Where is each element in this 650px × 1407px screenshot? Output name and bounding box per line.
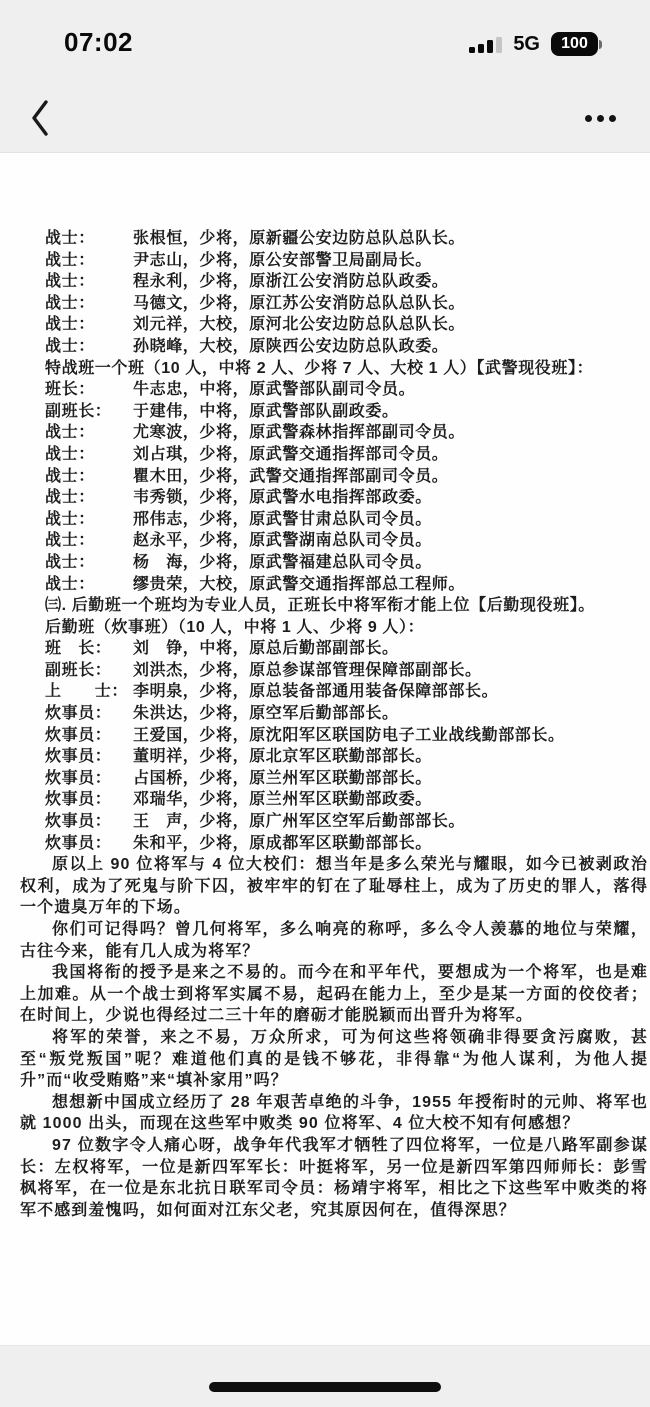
roster-role-label: 战士： (45, 489, 95, 507)
network-type-label: 5G (513, 32, 540, 55)
more-options-button[interactable] (578, 103, 622, 133)
roster-entry-text: 刘占琪，少将，原武警交通指挥部司令员。 (133, 445, 449, 463)
back-chevron-icon (30, 99, 50, 137)
roster-line (20, 422, 648, 444)
roster-line (20, 336, 648, 358)
roster-line (20, 746, 648, 768)
roster-role-label: 上 士： (45, 683, 129, 701)
roster-list (20, 228, 648, 854)
roster-role-label: 战士： (45, 553, 95, 571)
roster-entry-text: 孙晓峰，大校，原陕西公安边防总队政委。 (133, 337, 449, 355)
roster-line (20, 379, 648, 401)
roster-line (20, 595, 648, 617)
roster-line (20, 487, 648, 509)
roster-entry-text: 特战班一个班（10 人，中将 2 人、少将 7 人、大校 1 人）【武警现役班】： (45, 359, 594, 377)
roster-entry-text: 邓瑞华，少将，原兰州军区联勤部政委。 (133, 791, 432, 809)
paragraph: 你们可记得吗？曾几何将军，多么响亮的称呼，多么令人羡慕的地位与荣耀，古往今来，能有几人成为将军？ (20, 921, 648, 960)
paragraph: 将军的荣誉，来之不易，万众所求，可为何这些将领确非得要贪污腐败，甚至“叛党叛国”呢？难道他们真的是钱不够花，非得靠“为他人谋利，为他人提升”而“收受贿赂”来“填补家用”吗？ (20, 1028, 648, 1090)
back-button[interactable] (20, 96, 60, 140)
roster-entry-text: ㈢. 后勤班一个班均为专业人员，正班长中将军衔才能上位【后勤现役班】。 (45, 597, 595, 615)
roster-role-label: 战士： (45, 532, 95, 550)
roster-entry-text: 董明祥，少将，原北京军区联勤部部长。 (133, 748, 432, 766)
roster-line (20, 660, 648, 682)
roster-entry-text: 牛志忠，中将，原武警部队副司令员。 (133, 381, 416, 399)
roster-entry-text: 刘洪杰，少将，原总参谋部管理保障部副部长。 (133, 661, 482, 679)
roster-line (20, 530, 648, 552)
paragraph: 原以上 90 位将军与 4 位大校们：想当年是多么荣光与耀眼，如今已被剥政治权利，成为了死鬼与阶下囚，被牢牢的钉在了耻辱柱上，成为了历史的罪人，落得一个遗臭万年的下场。 (20, 856, 648, 917)
roster-entry-text: 朱洪达，少将，原空军后勤部部长。 (133, 705, 399, 723)
roster-role-label: 战士： (45, 467, 95, 485)
paragraph: 97 位数字令人痛心呀，战争年代我军才牺牲了四位将军，一位是八路军副参谋长：左权将军，一位是新四军军长：叶挺将军，另一位是新四军第四师师长：彭雪枫将军，在一位是东北抗日联军司令员：杨靖宇将军，相比之下这些军中败类的将军不感到羞愧吗，如何面对江东父老，究其原因何在，值得深思？ (20, 1136, 648, 1219)
roster-role-label: 战士： (45, 230, 95, 247)
roster-entry-text: 杨 海，少将，原武警福建总队司令员。 (133, 553, 432, 571)
paragraph-block (20, 854, 648, 1221)
roster-entry-text: 程永利，少将，原浙江公安消防总队政委。 (133, 273, 449, 291)
roster-line (20, 789, 648, 811)
roster-entry-text: 马德文，少将，原江苏公安消防总队总队长。 (133, 294, 466, 312)
roster-line (20, 681, 648, 703)
roster-line (20, 617, 648, 639)
paragraph: 我国将衔的授予是来之不易的。而今在和平年代，要想成为一个将军，也是难上加难。从一个战士到将军实属不易，起码在能力上，至少是某一方面的佼佼者；在时间上，少说也得经过二三十年的磨砺才能脱颖而出晋升为将军。 (20, 964, 648, 1025)
roster-line (20, 833, 648, 855)
roster-entry-text: 于建伟，中将，原武警部队副政委。 (133, 402, 399, 420)
roster-role-label: 班长： (45, 381, 95, 399)
roster-role-label: 战士： (45, 575, 95, 593)
roster-entry-text: 尹志山，少将，原公安部警卫局副局长。 (133, 251, 432, 269)
roster-role-label: 战士： (45, 445, 95, 463)
roster-role-label: 炊事员： (45, 769, 112, 787)
battery-percent: 100 (551, 32, 598, 56)
roster-role-label: 炊事员： (45, 705, 112, 723)
roster-entry-text: 邢伟志，少将，原武警甘肃总队司令员。 (133, 510, 432, 528)
roster-role-label: 炊事员： (45, 813, 112, 831)
status-right-cluster (469, 31, 602, 57)
roster-role-label: 战士： (45, 251, 95, 269)
status-time: 07:02 (64, 27, 133, 57)
home-indicator[interactable] (209, 1382, 441, 1392)
roster-role-label: 班 长： (45, 640, 112, 658)
roster-entry-text: 占国桥，少将，原兰州军区联勤部部长。 (133, 769, 432, 787)
roster-line (20, 703, 648, 725)
roster-entry-text: 朱和平，少将，原成都军区联勤部部长。 (133, 834, 432, 852)
roster-line (20, 552, 648, 574)
roster-line (20, 271, 648, 293)
roster-line (20, 358, 648, 380)
roster-line (20, 725, 648, 747)
roster-line (20, 314, 648, 336)
roster-entry-text: 张根恒，少将，原新疆公安边防总队总队长。 (133, 230, 466, 247)
roster-role-label: 炊事员： (45, 748, 112, 766)
roster-role-label: 战士： (45, 337, 95, 355)
roster-entry-text: 赵永平，少将，原武警湖南总队司令员。 (133, 532, 432, 550)
roster-entry-text: 瞿木田，少将，武警交通指挥部副司令员。 (133, 467, 449, 485)
roster-entry-text: 后勤班（炊事班）（10 人，中将 1 人、少将 9 人）： (45, 618, 425, 636)
roster-entry-text: 刘 铮，中将，原总后勤部副部长。 (133, 640, 399, 658)
roster-line (20, 509, 648, 531)
roster-line (20, 401, 648, 423)
roster-role-label: 炊事员： (45, 726, 112, 744)
ellipsis-icon (585, 115, 592, 122)
roster-line (20, 768, 648, 790)
roster-line (20, 444, 648, 466)
battery-nub (599, 40, 602, 49)
roster-role-label: 战士： (45, 424, 95, 442)
roster-line (20, 466, 648, 488)
bottom-bar (0, 1345, 650, 1407)
signal-strength-icon (469, 36, 502, 53)
roster-entry-text: 刘元祥，大校，原河北公安边防总队总队长。 (133, 316, 466, 334)
roster-role-label: 副班长： (45, 661, 112, 679)
roster-entry-text: 王 声，少将，原广州军区空军后勤部部长。 (133, 813, 466, 831)
roster-line (20, 228, 648, 250)
roster-role-label: 战士： (45, 316, 95, 334)
roster-role-label: 炊事员： (45, 834, 112, 852)
roster-line (20, 574, 648, 596)
roster-role-label: 战士： (45, 294, 95, 312)
roster-entry-text: 缪贵荣，大校，原武警交通指挥部总工程师。 (133, 575, 466, 593)
roster-role-label: 副班长： (45, 402, 112, 420)
document-page[interactable] (0, 153, 650, 1345)
roster-role-label: 战士： (45, 510, 95, 528)
battery-icon (551, 32, 602, 56)
document-text (20, 228, 648, 1221)
roster-entry-text: 李明泉，少将，原总装备部通用装备保障部部长。 (133, 683, 499, 701)
roster-entry-text: 韦秀锁，少将，原武警水电指挥部政委。 (133, 489, 432, 507)
roster-entry-text: 王爱国，少将，原沈阳军区联国防电子工业战线勤部部长。 (133, 726, 565, 744)
roster-line (20, 638, 648, 660)
roster-role-label: 战士： (45, 273, 95, 291)
top-chrome (0, 0, 650, 153)
roster-line (20, 811, 648, 833)
roster-line (20, 293, 648, 315)
roster-role-label: 炊事员： (45, 791, 112, 809)
roster-entry-text: 尤寒波，少将，原武警森林指挥部副司令员。 (133, 424, 466, 442)
roster-line (20, 250, 648, 272)
paragraph: 想想新中国成立经历了 28 年艰苦卓绝的斗争，1955 年授衔时的元帅、将军也就 1000 出头，而现在这些军中败类 90 位将军、4 位大校不知有何感想？ (20, 1093, 648, 1133)
